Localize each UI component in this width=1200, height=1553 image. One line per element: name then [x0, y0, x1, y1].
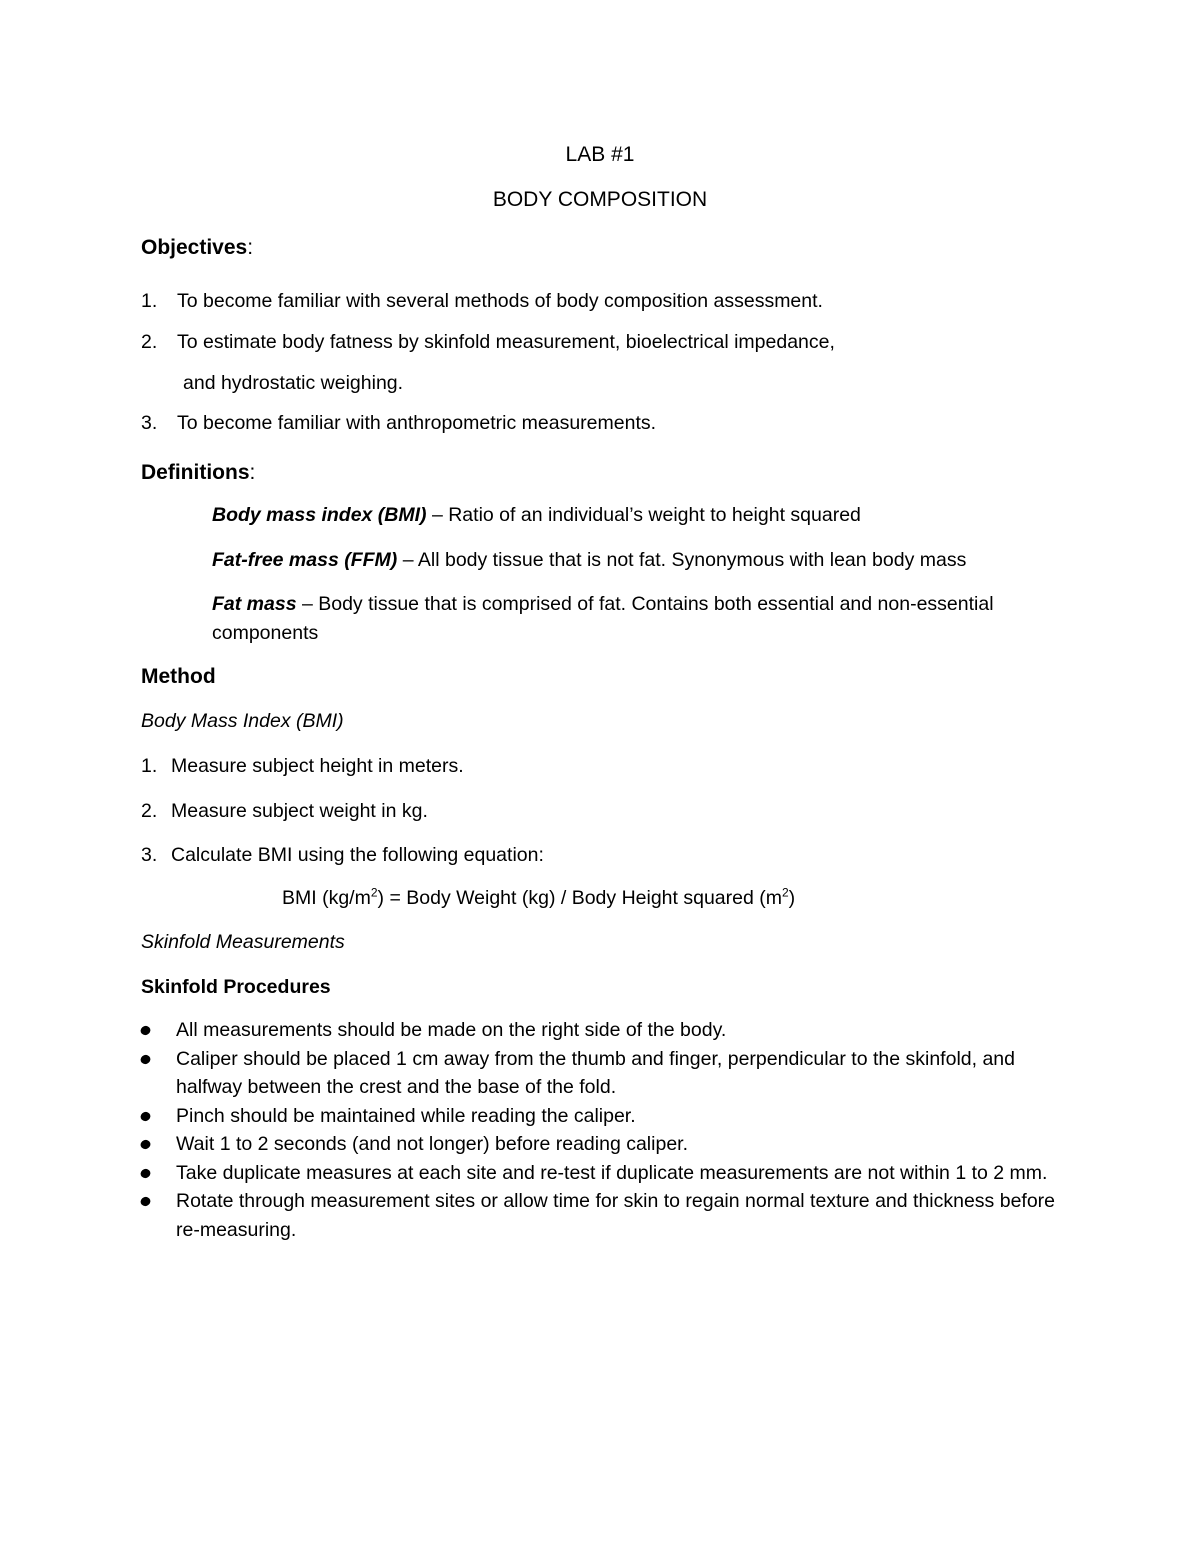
definition-ffm	[212, 546, 1062, 575]
equation-superscript: 2	[781, 885, 789, 900]
list-item	[140, 1187, 1060, 1244]
list-item	[140, 1130, 1060, 1159]
skinfold-procedures-heading: Skinfold Procedures	[141, 976, 331, 998]
bullet-icon	[139, 1139, 151, 1151]
procedure-text: Take duplicate measures at each site and re-test if duplicate measurements are not within 1 to 2 mm.	[176, 1161, 1048, 1184]
objectives-heading	[141, 236, 253, 260]
bullet-icon	[139, 1025, 151, 1037]
bullet-icon	[139, 1167, 151, 1179]
objective-number: 2.	[141, 331, 158, 353]
step-text: Measure subject weight in kg.	[171, 800, 428, 822]
document-title: BODY COMPOSITION	[492, 188, 708, 211]
definitions-heading-text: Definitions	[141, 461, 250, 484]
procedure-text: Caliper should be placed 1 cm away from the thumb and finger, perpendicular to the skinfold, and halfway between the crest and the base of the fold.	[176, 1047, 1015, 1098]
method-step-2	[141, 800, 428, 823]
step-text: Measure subject height in meters.	[171, 755, 464, 777]
skinfold-procedures-list	[140, 1016, 1060, 1244]
objective-text: To estimate body fatness by skinfold measurement, bioelectrical impedance,	[177, 331, 835, 353]
equation-part: ) = Body Weight (kg) / Body Height squared (m	[377, 887, 782, 909]
skinfold-subheading: Skinfold Measurements	[141, 931, 345, 953]
definition-bmi	[212, 501, 1062, 530]
bmi-equation	[282, 887, 795, 910]
objective-item-2-continuation: and hydrostatic weighing.	[183, 372, 404, 394]
procedure-text: Pinch should be maintained while reading the caliper.	[176, 1104, 636, 1127]
objective-item-1	[141, 290, 823, 313]
definitions-heading	[141, 461, 255, 485]
procedure-text: Wait 1 to 2 seconds (and not longer) before reading caliper.	[176, 1133, 688, 1155]
list-item	[140, 1102, 1060, 1131]
list-item	[140, 1045, 1060, 1102]
method-step-3	[141, 844, 544, 867]
method-heading: Method	[141, 665, 216, 688]
method-step-1	[141, 755, 464, 778]
objectives-colon: :	[247, 236, 254, 259]
definitions-colon: :	[249, 461, 256, 484]
bullet-icon	[139, 1110, 151, 1122]
objective-number: 1.	[141, 290, 158, 312]
bullet-icon	[139, 1053, 151, 1065]
definition-fat-mass	[212, 590, 1002, 648]
definition-description: – All body tissue that is not fat. Synonymous with lean body mass	[397, 549, 967, 571]
bmi-subheading: Body Mass Index (BMI)	[141, 710, 344, 732]
objective-number: 3.	[141, 412, 158, 434]
bullet-icon	[139, 1196, 151, 1208]
definition-description: – Body tissue that is comprised of fat. Contains both essential and non-essential components	[212, 593, 994, 644]
step-number: 3.	[141, 844, 158, 866]
definition-term: Body mass index (BMI)	[212, 504, 427, 526]
objective-text: To become familiar with anthropometric measurements.	[177, 412, 657, 434]
list-item	[140, 1159, 1060, 1188]
definition-description: – Ratio of an individual’s weight to height squared	[426, 504, 861, 526]
objective-item-2	[141, 331, 835, 354]
list-item	[140, 1016, 1060, 1045]
step-number: 2.	[141, 800, 158, 822]
equation-superscript: 2	[370, 885, 378, 900]
objectives-heading-text: Objectives	[141, 236, 248, 259]
objective-item-3	[141, 412, 656, 435]
procedure-text: All measurements should be made on the right side of the body.	[176, 1019, 727, 1041]
definition-term: Fat mass	[212, 593, 297, 615]
equation-part: BMI (kg/m	[282, 887, 371, 909]
step-number: 1.	[141, 755, 158, 777]
procedure-text: Rotate through measurement sites or allow time for skin to regain normal texture and thickness before re-measuring.	[176, 1190, 1056, 1241]
objective-text: To become familiar with several methods of body composition assessment.	[177, 290, 823, 312]
equation-part: )	[788, 887, 796, 909]
step-text: Calculate BMI using the following equation:	[171, 844, 544, 866]
definition-term: Fat-free mass (FFM)	[212, 549, 398, 571]
lab-number: LAB #1	[565, 143, 635, 166]
